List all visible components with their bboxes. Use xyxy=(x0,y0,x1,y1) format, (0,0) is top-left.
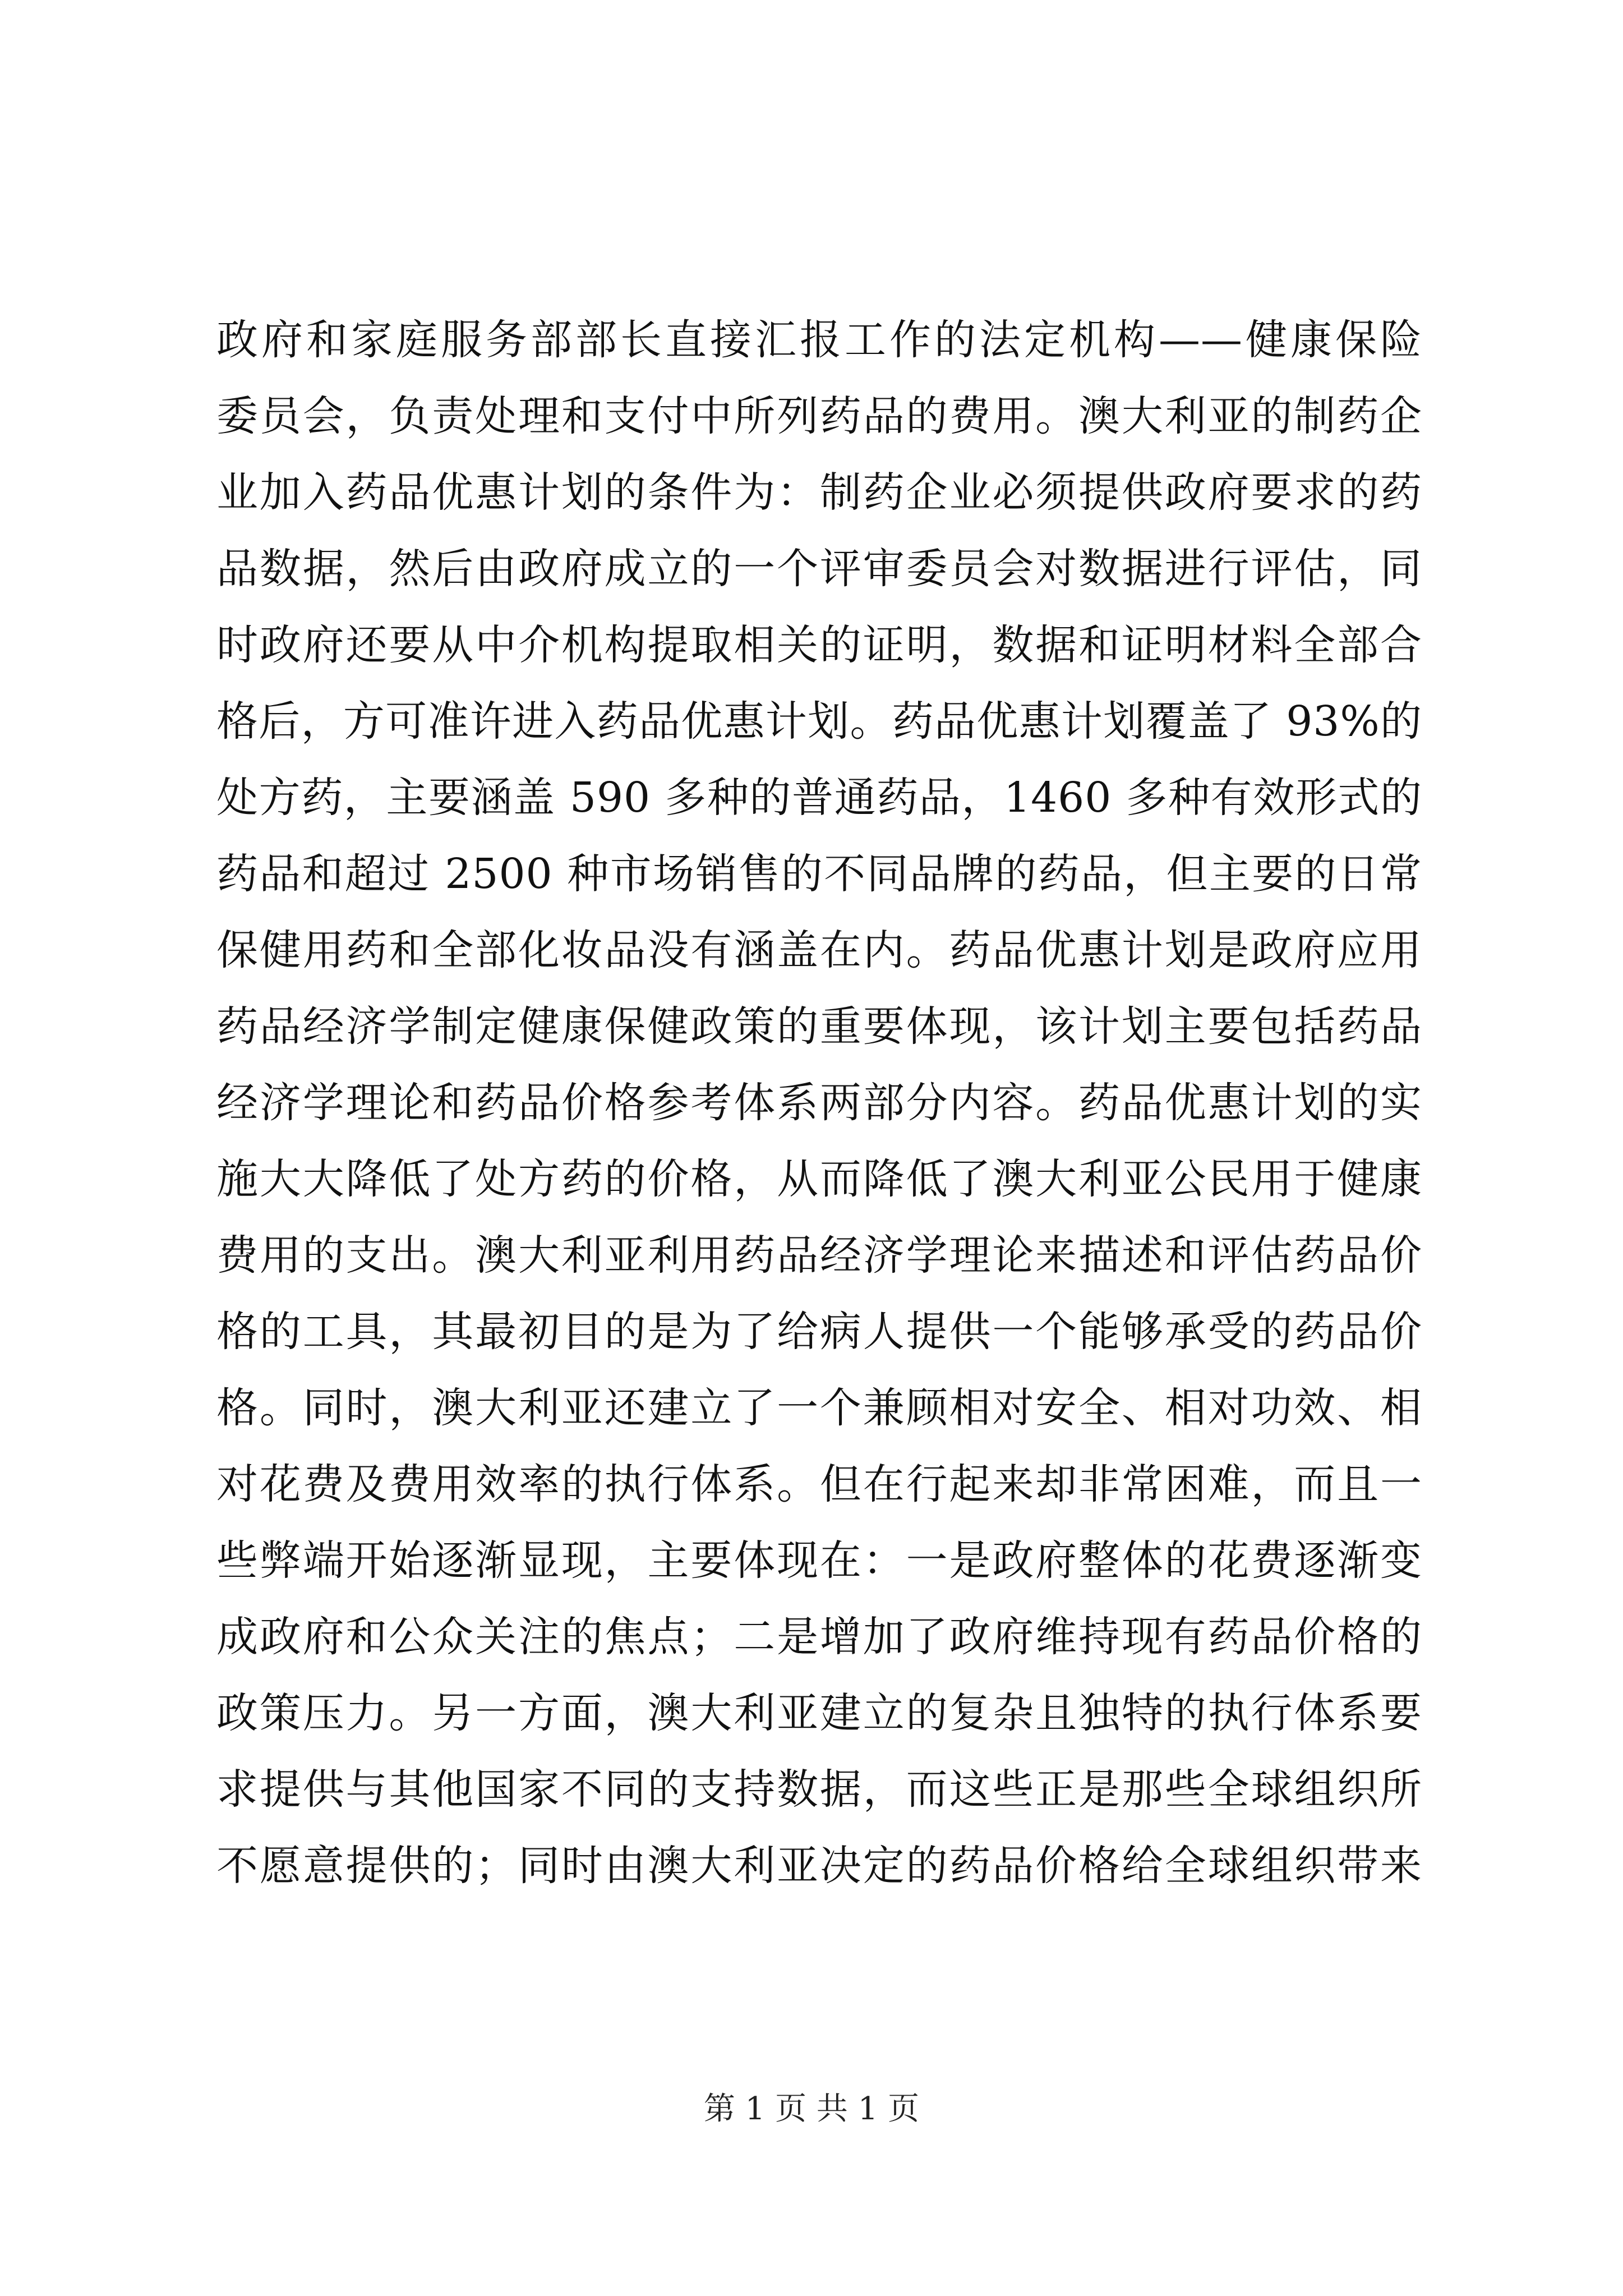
text-line: 药品经济学制定健康保健政策的重要体现，该计划主要包括药品 xyxy=(216,1002,1422,1051)
text-line: 药品和超过 2500 种市场销售的不同品牌的药品，但主要的日常 xyxy=(216,850,1422,898)
text-line: 委员会，负责处理和支付中所列药品的费用。澳大利亚的制药企 xyxy=(216,392,1422,440)
text-line: 格。同时，澳大利亚还建立了一个兼顾相对安全、相对功效、相 xyxy=(216,1384,1422,1432)
text-line: 对花费及费用效率的执行体系。但在行起来却非常困难，而且一 xyxy=(216,1460,1422,1508)
text-line: 时政府还要从中介机构提取相关的证明，数据和证明材料全部合 xyxy=(216,621,1422,669)
text-line: 经济学理论和药品价格参考体系两部分内容。药品优惠计划的实 xyxy=(216,1079,1422,1127)
text-line: 保健用药和全部化妆品没有涵盖在内。药品优惠计划是政府应用 xyxy=(216,926,1422,974)
body-paragraph xyxy=(216,302,1422,1904)
text-line: 成政府和公众关注的焦点；二是增加了政府维持现有药品价格的 xyxy=(216,1613,1422,1661)
text-line: 些弊端开始逐渐显现，主要体现在：一是政府整体的花费逐渐变 xyxy=(216,1536,1422,1585)
text-line: 政府和家庭服务部部长直接汇报工作的法定机构——健康保险 xyxy=(216,316,1422,364)
text-line: 业加入药品优惠计划的条件为：制药企业必须提供政府要求的药 xyxy=(216,468,1422,517)
text-line: 格后，方可准许进入药品优惠计划。药品优惠计划覆盖了 93%的 xyxy=(216,697,1422,746)
text-line: 处方药，主要涵盖 590 多种的普通药品，1460 多种有效形式的 xyxy=(216,774,1422,822)
text-line: 格的工具，其最初目的是为了给病人提供一个能够承受的药品价 xyxy=(216,1308,1422,1356)
text-line: 求提供与其他国家不同的支持数据，而这些正是那些全球组织所 xyxy=(216,1765,1422,1814)
text-line: 费用的支出。澳大利亚利用药品经济学理论来描述和评估药品价 xyxy=(216,1231,1422,1280)
text-line: 不愿意提供的；同时由澳大利亚决定的药品价格给全球组织带来 xyxy=(216,1842,1422,1890)
page-number-footer: 第 1 页 共 1 页 xyxy=(703,2091,920,2127)
text-line: 品数据，然后由政府成立的一个评审委员会对数据进行评估，同 xyxy=(216,545,1422,593)
text-line: 政策压力。另一方面，澳大利亚建立的复杂且独特的执行体系要 xyxy=(216,1689,1422,1737)
text-line: 施大大降低了处方药的价格，从而降低了澳大利亚公民用于健康 xyxy=(216,1155,1422,1203)
